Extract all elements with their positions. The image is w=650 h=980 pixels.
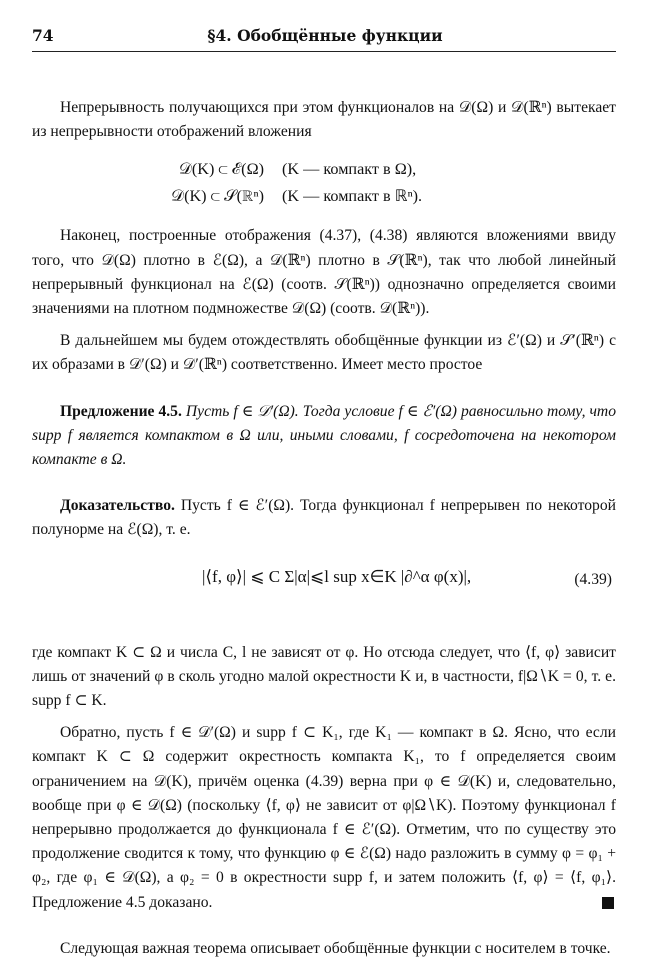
equation-number: (4.39)	[574, 570, 612, 588]
display-rhs-2: (K — компакт в ℝⁿ).	[282, 187, 423, 206]
proof-intro-block	[32, 494, 616, 542]
paragraph-embeddings: Наконец, построенные отображения (4.37), (4.38) являются вложениями ввиду того, что 𝒟(Ω) плотно в ℰ(Ω), а 𝒟(ℝⁿ) плотно в 𝒮(ℝⁿ), так что любой линейный непрерывный функционал на ℰ(Ω) (соотв. 𝒮(ℝⁿ)) однозначно определяется своими значениями на плотном подмножестве 𝒟(Ω) (соотв. 𝒟(ℝⁿ)).	[32, 227, 616, 318]
display-lhs-1: 𝒟(K) ⊂ ℰ(Ω)	[178, 160, 264, 179]
paragraph-converse	[32, 721, 616, 915]
equation-4-39	[32, 557, 616, 631]
display-lhs-2: 𝒟(K) ⊂ 𝒮(ℝⁿ)	[171, 187, 264, 206]
proposition-label: Предложение 4.5.	[60, 402, 182, 420]
page-number: 74	[32, 26, 54, 45]
converse-text: Обратно, пусть f ∈ 𝒟′(Ω) и supp f ⊂ K₁, где K₁ — компакт в Ω. Ясно, что если компакт K ⊂ Ω содержит окрестность компакта K₁, то f определяется своим ограничением на 𝒟(K), причём оценка (4.39) верна при φ ∈ 𝒟(K) и, следовательно, вообще при φ ∈ 𝒟(Ω) (поскольку ⟨f, φ⟩ не зависит от φ|Ω∖K). Поэтому функционал f непрерывно продолжается до функционала f ∈ ℰ′(Ω). Отметим, что по существу это продолжение сводится к тому, что функцию φ ∈ ℰ(Ω) надо разложить в сумму φ = φ₁ + φ₂, где φ₁ ∈ 𝒟(Ω), а φ₂ = 0 в окрестности supp f, и затем положить ⟨f, φ⟩ = ⟨f, φ₁⟩. Предложение 4.5 доказано.	[32, 724, 616, 911]
paragraph-continuity: Непрерывность получающихся при этом функционалов на 𝒟(Ω) и 𝒟(ℝⁿ) вытекает из непрерывности отображений вложения	[32, 99, 616, 141]
proof-label: Доказательство.	[60, 497, 175, 515]
display-rhs-1: (K — компакт в Ω),	[282, 160, 417, 179]
running-header	[32, 26, 616, 52]
proposition-text: Пусть f ∈ 𝒟′(Ω). Тогда условие f ∈ ℰ′(Ω) равносильно тому, что supp f является компактом в Ω или, иными словами, f сосредоточена на некотором компакте в Ω.	[32, 402, 616, 469]
paragraph-identification: В дальнейшем мы будем отождествлять обобщённые функции из ℰ′(Ω) и 𝒮′(ℝⁿ) с их образами в 𝒟′(Ω) и 𝒟′(ℝⁿ) соответственно. Имеет место простое	[32, 332, 616, 374]
section-title: §4. Обобщённые функции	[207, 26, 443, 45]
equation-formula: |⟨f, φ⟩| ⩽ C Σ|α|⩽l sup x∈K |∂^α φ(x)|,	[202, 566, 472, 586]
proposition-block	[32, 400, 616, 473]
embedding-display	[32, 156, 616, 210]
display-line-2	[32, 183, 616, 210]
display-line-1	[32, 156, 616, 183]
proof-intro: Пусть f ∈ ℰ′(Ω). Тогда функционал f непрерывен по некоторой полунорме на ℰ(Ω), т. е.	[32, 497, 616, 539]
paragraph-after-equation: где компакт K ⊂ Ω и числа C, l не зависят от φ. Но отсюда следует, что ⟨f, φ⟩ зависит лишь от значений φ в сколь угодно малой окрестности K и, в частности, f|Ω∖K = 0, т. е. supp f ⊂ K.	[32, 643, 616, 710]
paragraph-closing: Следующая важная теорема описывает обобщённые функции с носителем в точке.	[60, 939, 611, 957]
qed-square-icon	[602, 897, 614, 909]
